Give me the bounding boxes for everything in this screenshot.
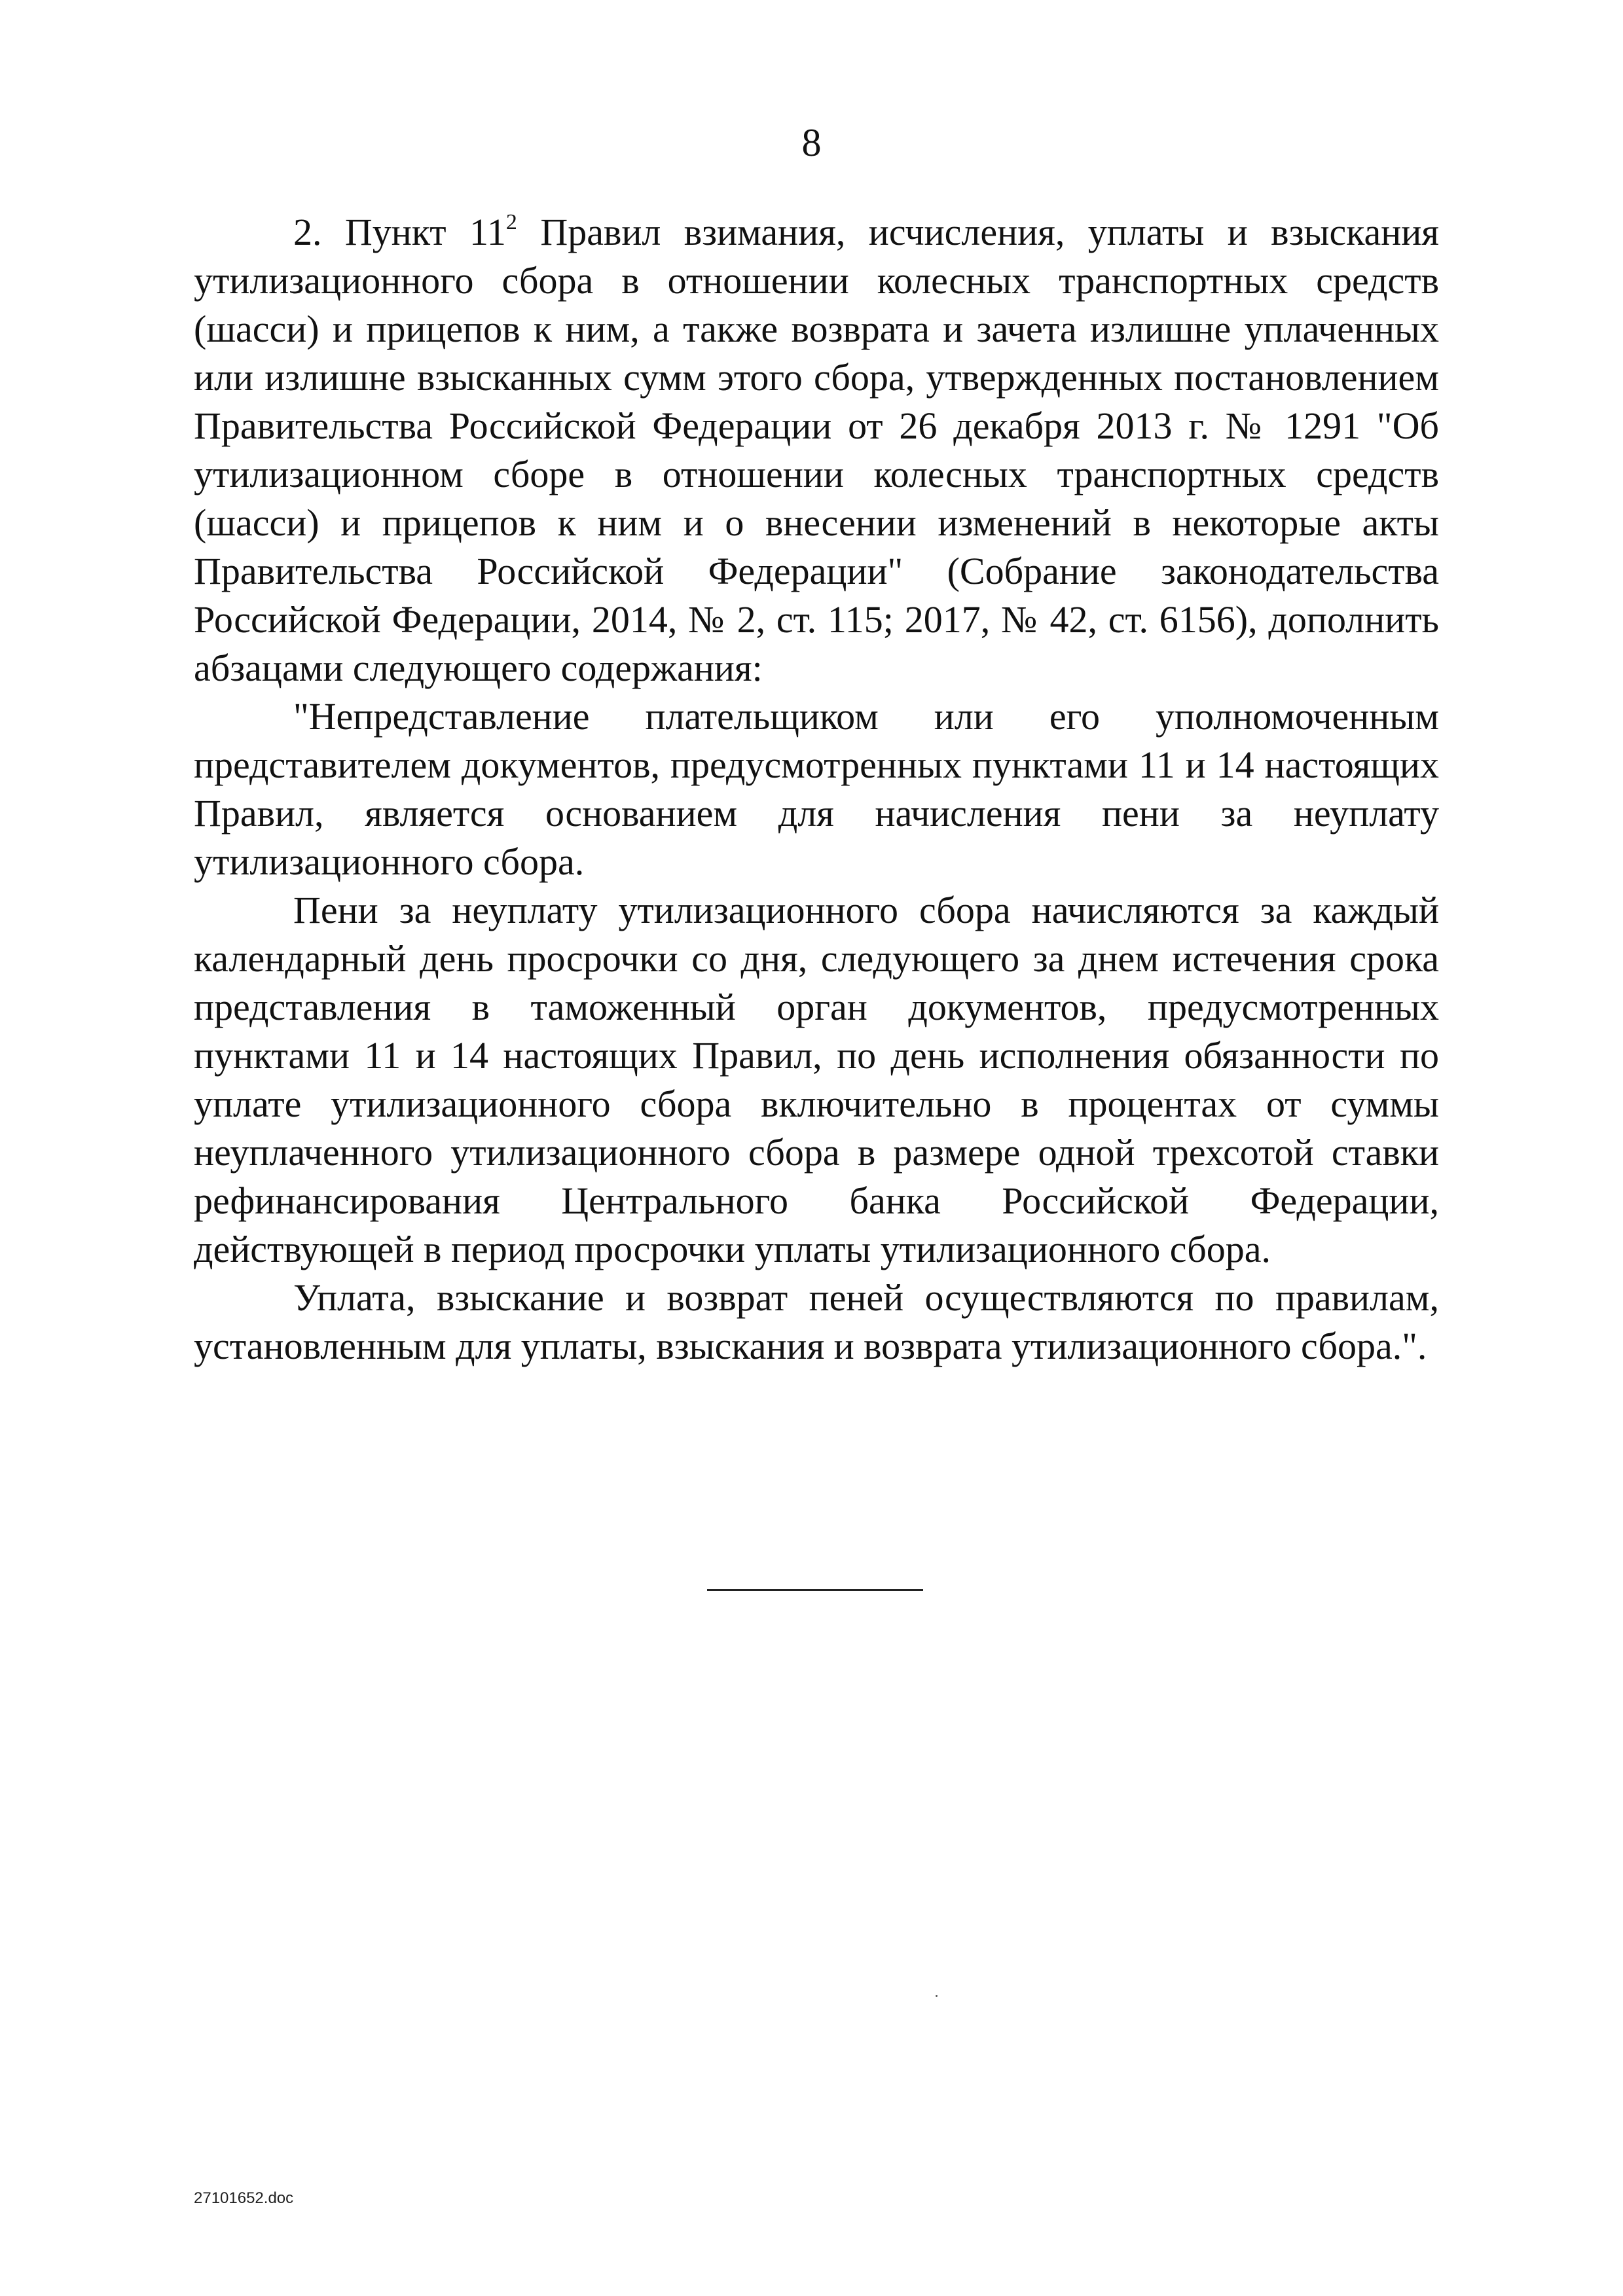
end-of-text-rule xyxy=(707,1589,923,1591)
quoted-paragraph-1: "Непредставление плательщиком или его уполномоченным представителем документов, предусмотренных пунктами 11 и 14 настоящих Правил, является основанием для начисления пени за неуплату утилизационного сбора. xyxy=(194,695,1439,883)
document-body xyxy=(194,208,1439,1371)
amendment-item-paragraph xyxy=(194,208,1439,692)
item-lead: 2. Пункт 11 xyxy=(293,211,506,253)
item-text: Правил взимания, исчисления, уплаты и взыскания утилизационного сбора в отношении колесных транспортных средств (шасси) и прицепов к ним, а также возврата и зачета излишне уплаченных или излишне взысканных сумм этого сбора, утвержденных постановлением Правительства Российской Федерации от 26 декабря 2013 г. № 1291 "Об утилизационном сборе в отношении колесных транспортных средств (шасси) и прицепов к ним и о внесении изменений в некоторые акты Правительства Российской Федерации" (Собрание законодательства Российской Федерации, 2014, № 2, ст. 115; 2017, № 42, ст. 6156), дополнить абзацами следующего содержания: xyxy=(194,211,1439,689)
scan-dot xyxy=(936,1995,938,1997)
document-file-id: 27101652.doc xyxy=(194,2189,294,2207)
item-superscript: 2 xyxy=(505,210,517,234)
quoted-paragraph-3: Уплата, взыскание и возврат пеней осуществляются по правилам, установленным для уплаты, взыскания и возврата утилизационного сбора.". xyxy=(194,1276,1439,1367)
quoted-paragraph-2: Пени за неуплату утилизационного сбора начисляются за каждый календарный день просрочки со дня, следующего за днем истечения срока представления в таможенный орган документов, предусмотренных пунктами 11 и 14 настоящих Правил, по день исполнения обязанности по уплате утилизационного сбора включительно в процентах от суммы неуплаченного утилизационного сбора в размере одной трехсотой ставки рефинансирования Центрального банка Российской Федерации, действующей в период просрочки уплаты утилизационного сбора. xyxy=(194,889,1439,1270)
page-number: 8 xyxy=(801,121,822,164)
